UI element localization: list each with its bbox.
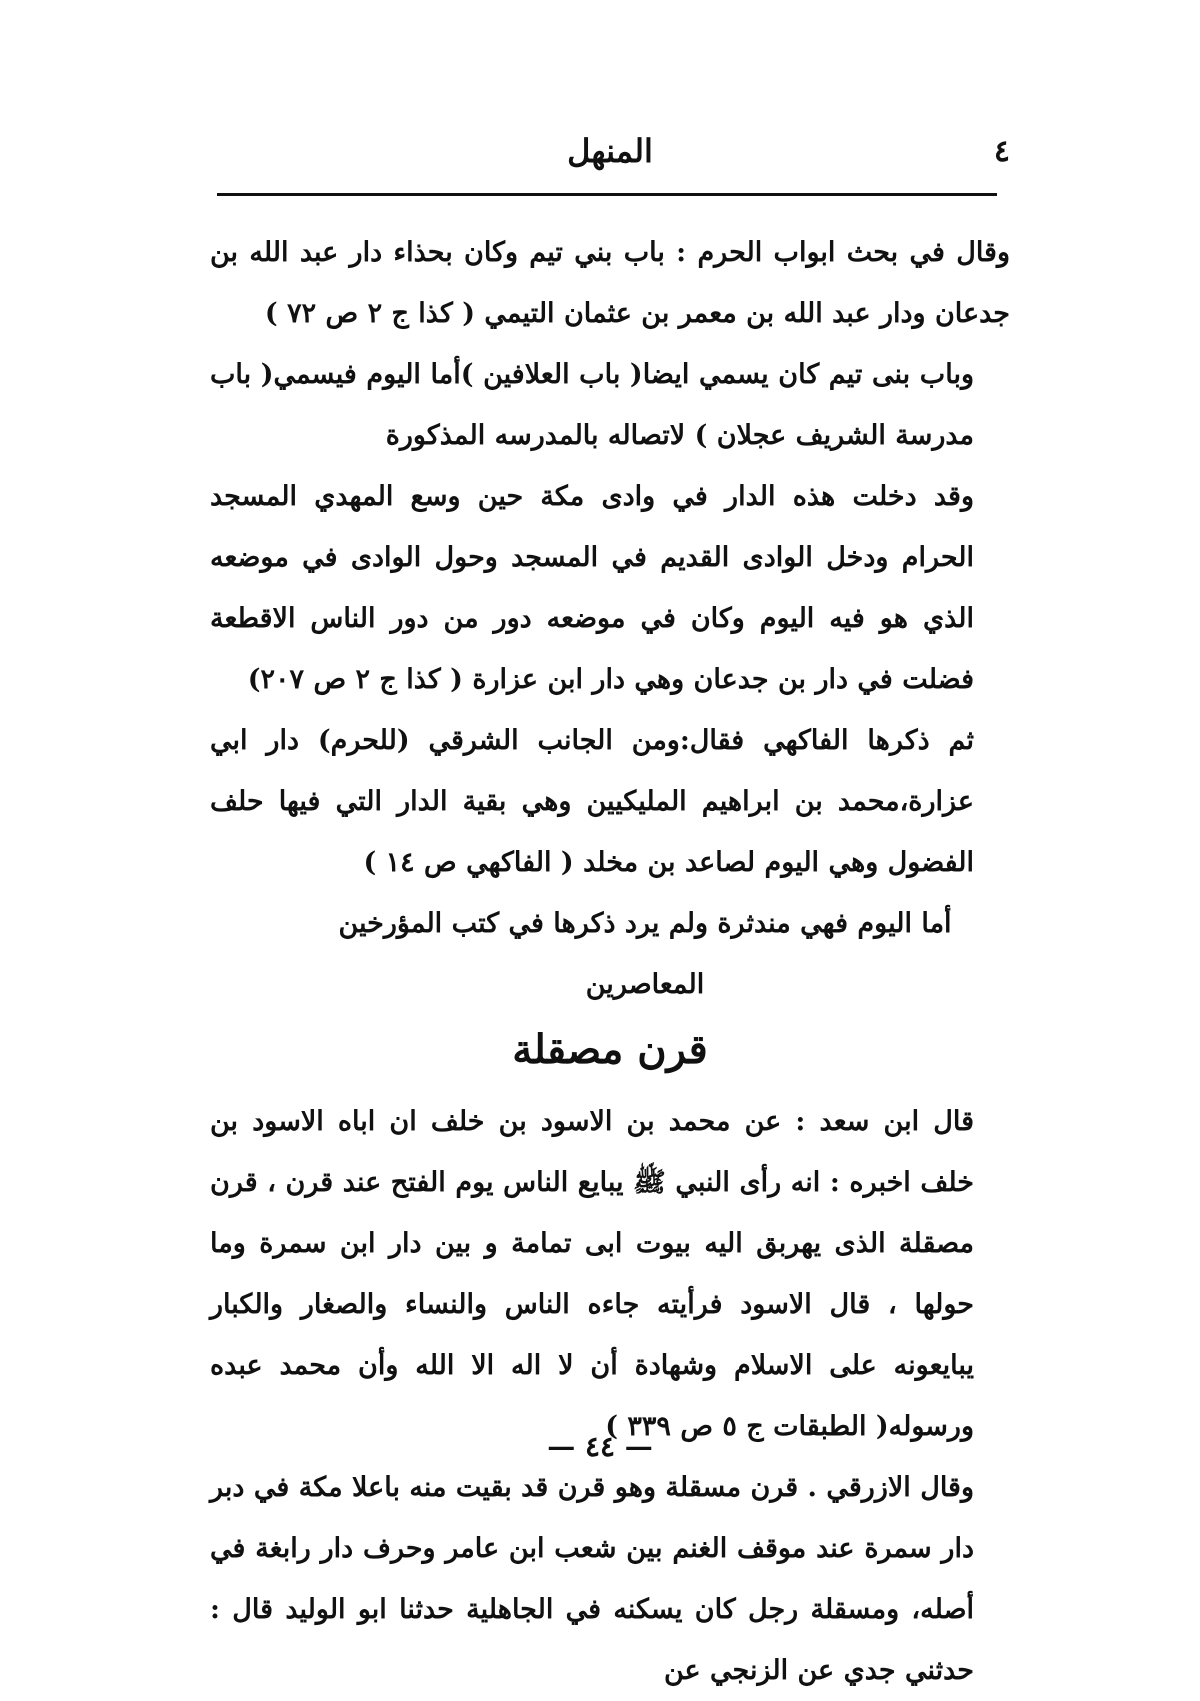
section-heading: قرن مصقلة	[512, 1026, 708, 1073]
paragraph: وقد دخلت هذه الدار في وادى مكة حين وسع المهدي المسجد الحرام ودخل الوادى القديم في المسجد وحول الوادى في موضعه الذي هو فيه اليوم وكان في موضعه دور من دور الناس الاقطعة فضلت في دار بن جدعان وهي دار ابن عزارة ( كذا ج ٢ ص ٢٠٧)	[210, 481, 974, 695]
page-header	[210, 128, 1010, 188]
paragraph: وقال في بحث ابواب الحرم : باب بني تيم وكان بحذاء دار عبد الله بن جدعان ودار عبد الله بن معمر بن عثمان التيمي ( كذا ج ٢ ص ٧٢ )	[210, 237, 1010, 329]
running-title: المنهل	[567, 132, 653, 170]
header-rule	[217, 193, 997, 196]
header-page-number: ٤	[993, 134, 1010, 169]
paragraph: ثم ذكرها الفاكهي فقال:ومن الجانب الشرقي (للحرم) دار ابي عزارة،محمد بن ابراهيم المليكيين وهي بقية الدار التي فيها حلف الفضول وهي اليوم لصاعد بن مخلد ( الفاكهي ص ١٤ )	[210, 725, 974, 878]
footer-page-number: — ٤٤ —	[547, 1430, 653, 1463]
paragraph: وقال الازرقي . قرن مسقلة وهو قرن قد بقيت منه باعلا مكة في دبر دار سمرة عند موقف الغنم بين شعب ابن عامر وحرف دار رابغة في أصله، ومسقلة رجل كان يسكنه في الجاهلية حدثنا ابو الوليد قال : حدثني جدي عن الزنجي عن	[210, 1472, 974, 1686]
paragraph: وباب بنى تيم كان يسمي ايضا( باب العلافين )أما اليوم فيسمي( باب مدرسة الشريف عجلان ) لاتصاله بالمدرسه المذكورة	[210, 359, 974, 451]
body-text	[210, 222, 1010, 1701]
paragraph: قال ابن سعد : عن محمد بن الاسود بن خلف ان اباه الاسود بن خلف اخبره : انه رأى النبي ﷺ يبايع الناس يوم الفتح عند قرن ، قرن مصقلة الذى يهربق اليه بيوت ابى تمامة و بين دار ابن سمرة وما حولها ، قال الاسود فرأيته جاءه الناس والنساء والصغار والكبار يبايعونه على الاسلام وشهادة أن لا اله الا الله وأن محمد عبده ورسوله( الطبقات ج ٥ ص ٣٣٩ )	[210, 1106, 974, 1442]
paragraph: أما اليوم فهي مندثرة ولم يرد ذكرها في كتب المؤرخين المعاصرين	[338, 908, 952, 1000]
